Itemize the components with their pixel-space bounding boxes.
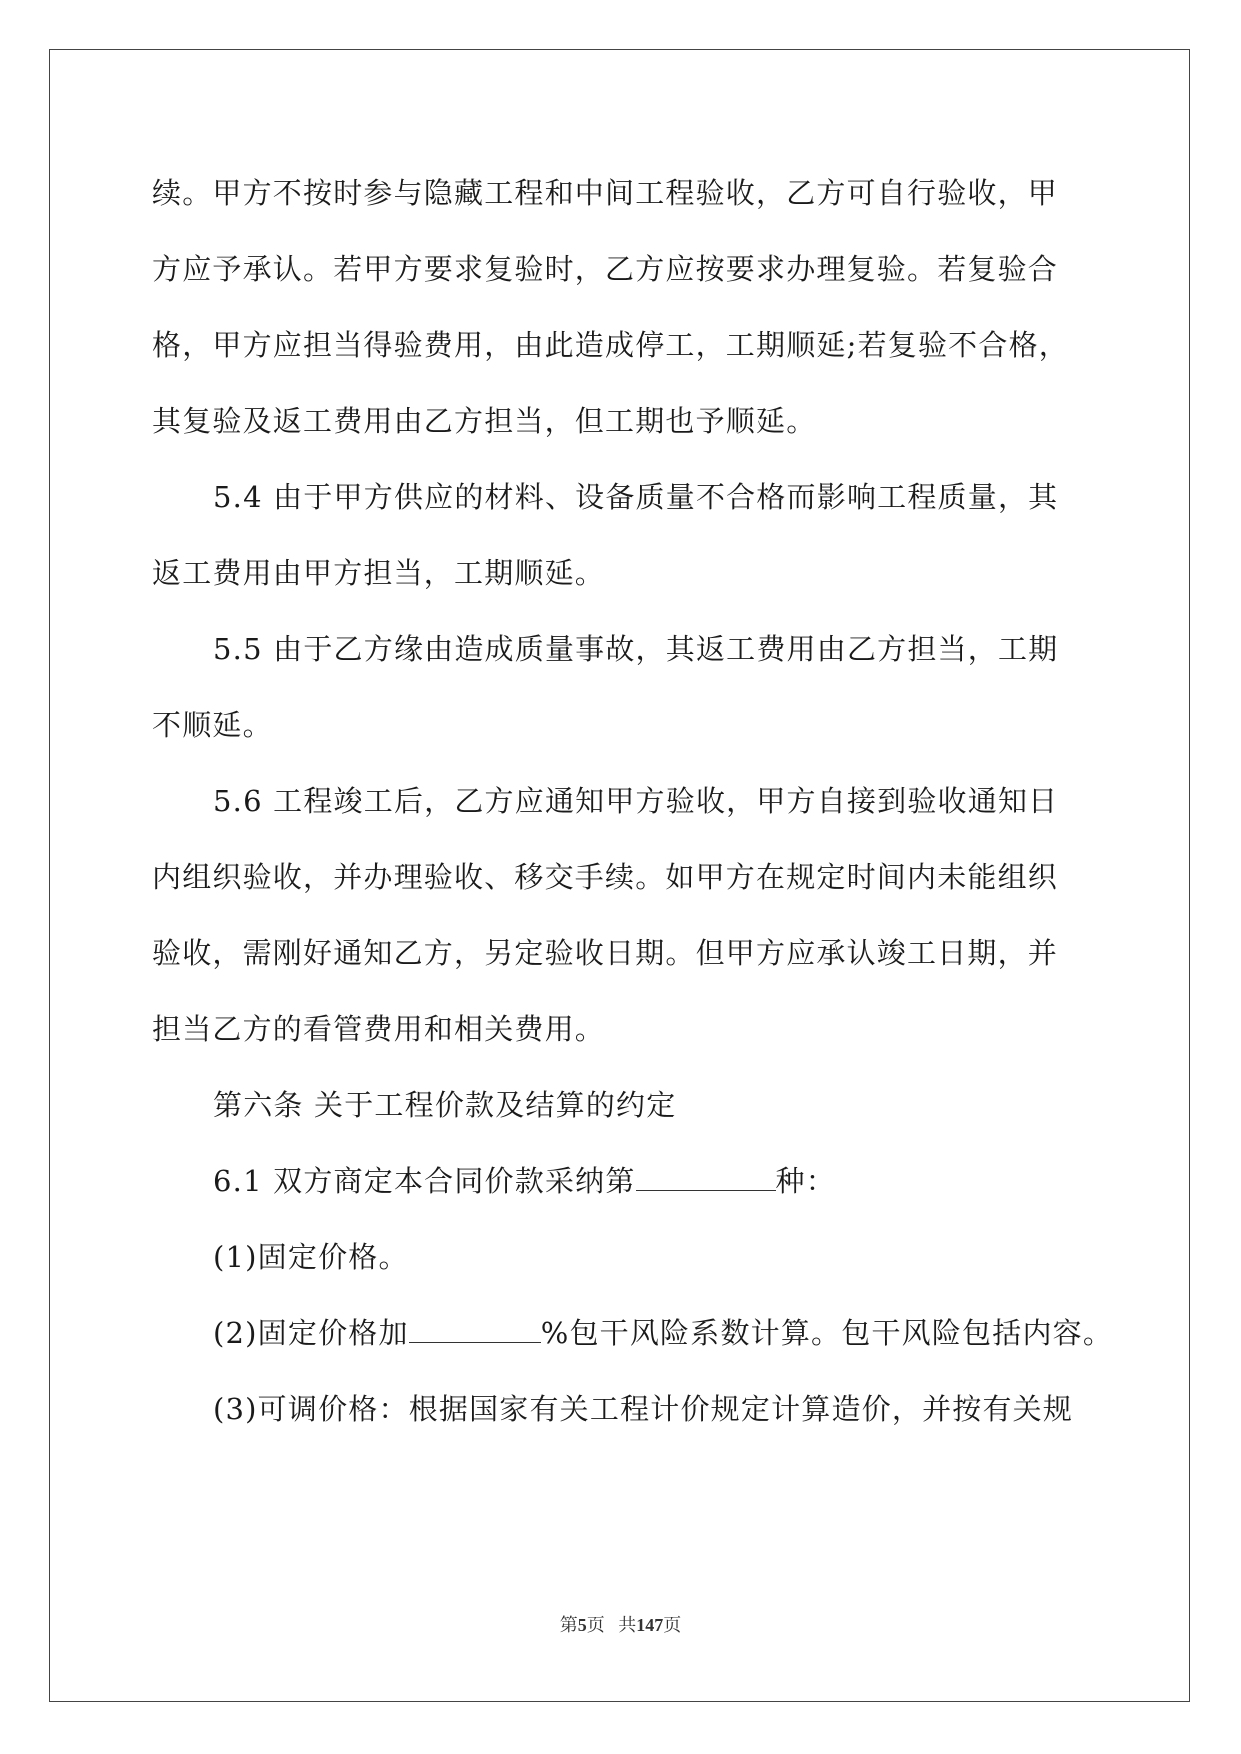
total-suffix: 页 (663, 1615, 682, 1635)
paragraph-line: 格，甲方应担当得验费用，由此造成停工，工期顺延;若复验不合格， (152, 328, 1069, 362)
paragraph-line: 其复验及返工费用由乙方担当，但工期也予顺延。 (152, 404, 817, 438)
total-pages: 147 (636, 1615, 664, 1635)
clause-5-5: 5.5 由于乙方缘由造成质量事故，其返工费用由乙方担当，工期 (213, 632, 1059, 666)
paragraph-line: 方应予承认。若甲方要求复验时，乙方应按要求办理复验。若复验合 (152, 252, 1059, 286)
clause-5-4: 5.4 由于甲方供应的材料、设备质量不合格而影响工程质量，其 (213, 480, 1059, 514)
paragraph-line: 验收，需刚好通知乙方，另定验收日期。但甲方应承认竣工日期，并 (152, 936, 1059, 970)
clause-5-6: 5.6 工程竣工后，乙方应通知甲方验收，甲方自接到验收通知日 (213, 784, 1059, 818)
clause-6-1-suffix: 种： (775, 1164, 836, 1198)
paragraph-line: 返工费用由甲方担当，工期顺延。 (152, 556, 606, 590)
option-1: (1)固定价格。 (213, 1240, 409, 1274)
page-prefix: 第 (559, 1615, 578, 1635)
option-2-suffix: %包干风险系数计算。包干风险包括内容。 (540, 1316, 1114, 1350)
fill-in-blank (409, 1316, 541, 1343)
paragraph-line: 内组织验收，并办理验收、移交手续。如甲方在规定时间内未能组织 (152, 860, 1059, 894)
total-prefix: 共 (618, 1615, 637, 1635)
clause-6-1 (152, 1143, 1094, 1219)
paragraph-line: 不顺延。 (152, 708, 273, 742)
option-2 (152, 1295, 1114, 1371)
document-body (152, 155, 1114, 1447)
page-number: 5 (577, 1615, 587, 1635)
clause-6-1-text: 6.1 双方商定本合同价款采纳第 (213, 1164, 636, 1198)
paragraph-line: 续。甲方不按时参与隐藏工程和中间工程验收，乙方可自行验收，甲 (152, 176, 1059, 210)
option-3: (3)可调价格：根据国家有关工程计价规定计算造价，并按有关规 (213, 1392, 1074, 1426)
fill-in-blank (636, 1164, 776, 1191)
page-footer (0, 1611, 1241, 1637)
page-suffix: 页 (586, 1615, 605, 1635)
section-heading-article-6: 第六条 关于工程价款及结算的约定 (213, 1088, 677, 1122)
paragraph-line: 担当乙方的看管费用和相关费用。 (152, 1012, 606, 1046)
option-2-text: (2)固定价格加 (213, 1316, 409, 1350)
